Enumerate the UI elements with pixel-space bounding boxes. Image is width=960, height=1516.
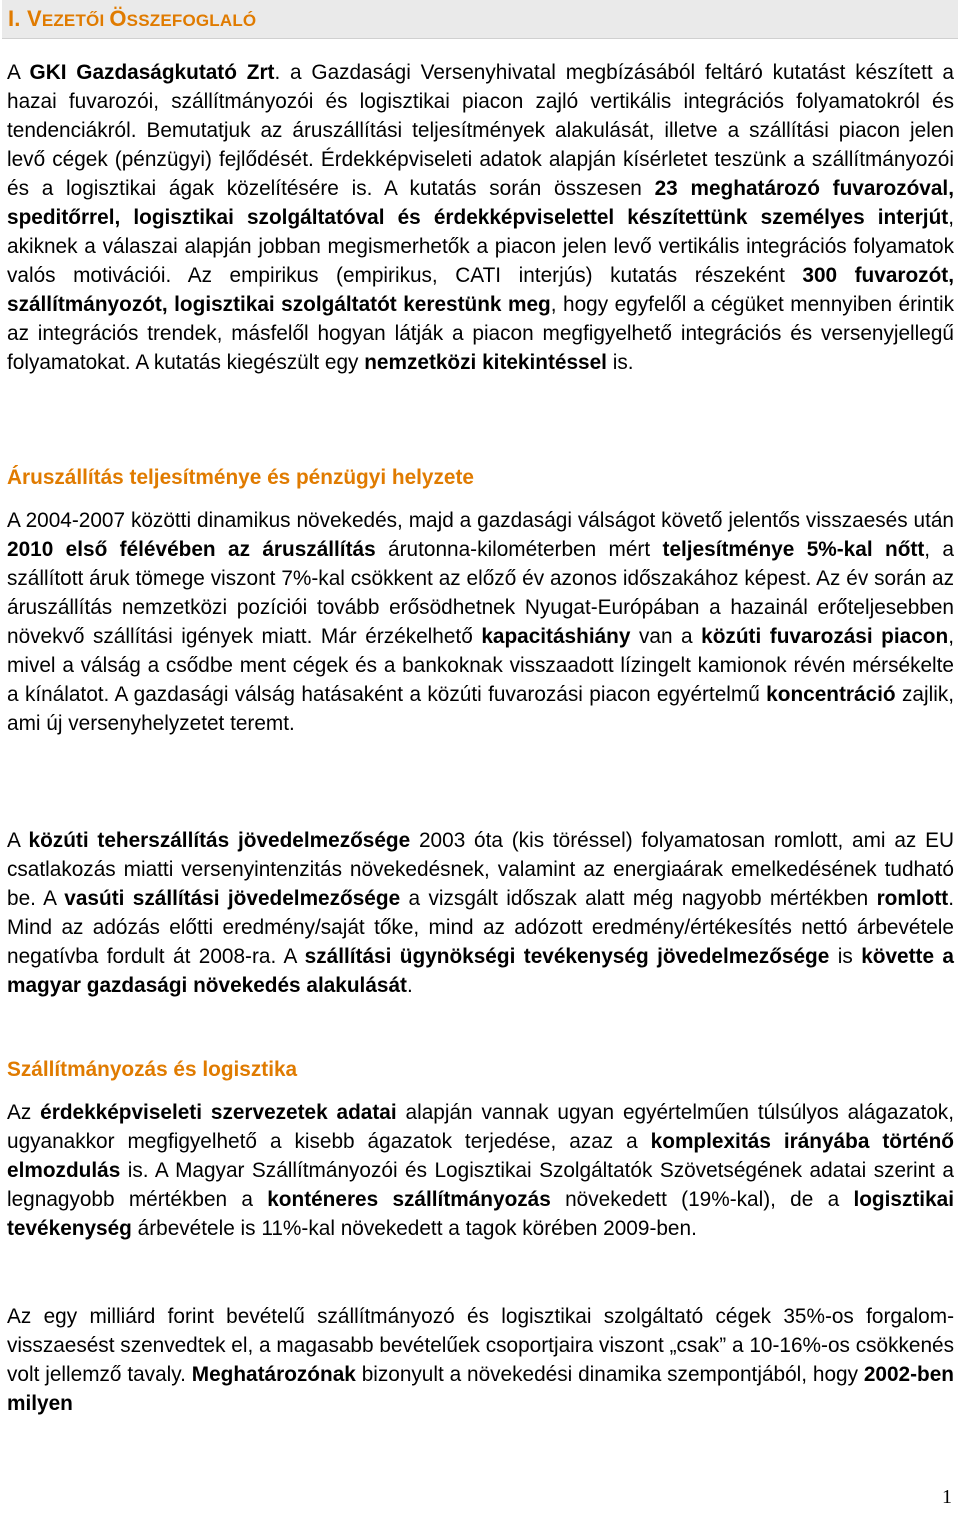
text-run: zajlik, ami új versenyhelyzetet teremt.: [7, 683, 955, 735]
bold-run: 2010 első félévében az áruszállítás: [7, 538, 376, 561]
bold-run: vasúti szállítási jövedelmezősége: [64, 887, 401, 910]
paragraph-associations: [7, 1098, 954, 1243]
page-number: 1: [942, 1486, 952, 1508]
bold-run: Meghatározónak: [191, 1363, 356, 1386]
text-run: .: [406, 974, 413, 997]
text-run: . Mind az adózás előtti eredmény/saját tőke, mind az adózott eredmény/értékesítés nettó árbevétele negatívba fordult át 2008-ra. A: [7, 887, 954, 968]
heading-forwarding-logistics: Szállítmányozás és logisztika: [7, 1058, 298, 1081]
bold-run: logisztikai tevékenység: [7, 1188, 954, 1240]
text-run: is. A Magyar Szállítmányozói és Logisztikai Szolgáltatók Szövetségének adatai szerint a legnagyobb mértékben a: [7, 1159, 954, 1211]
text-run: , mivel a válság a csődbe ment cégek és a bankoknak visszaadott lízingelt kamionok révén mérsékelte a kínálatot. A gazdasági válság hatásaként a közúti fuvarozási piacon egyértelmű: [7, 625, 954, 706]
text-run: bizonyult a növekedési dinamika szempontjából, hogy: [355, 1363, 864, 1386]
bold-run: konténeres szállítmányozás: [267, 1188, 551, 1211]
text-run: A: [7, 61, 30, 84]
text-run: , a szállított áruk tömege viszont 7%-kal csökkent az előző év azonos időszakához képest. Az év során az áruszállítás nemzetközi pozíciói tovább erősödhetnek Nyugat-Európában a hazainál erőteljesebben növekvő szállítási igények miatt. Már érzékelhető: [7, 538, 954, 648]
bold-run: 23 meghatározó fuvarozóval, speditőrrel, logisztikai szolgáltatóval és érdekképviselettel készítettünk személyes interjút: [7, 177, 954, 229]
text-run: Az: [7, 1101, 41, 1124]
bold-run: nemzetközi kitekintéssel: [364, 351, 607, 374]
paragraph-intro: [7, 58, 954, 377]
section-title-bar: [2, 0, 958, 39]
bold-run: érdekképviseleti szervezetek adatai: [40, 1101, 397, 1124]
bold-run: 2002-ben milyen: [7, 1363, 954, 1415]
paragraph-revenue-groups: [7, 1302, 954, 1418]
bold-run: teljesítménye 5%-kal nőtt: [662, 538, 925, 561]
text-run: is.: [606, 351, 634, 374]
text-run: a vizsgált időszak alatt még nagyobb mértékben: [400, 887, 877, 910]
text-run: A 2004-2007 közötti dinamikus növekedés, majd a gazdasági válságot követő jelentős visszaesés után: [7, 509, 954, 532]
heading-freight-performance: Áruszállítás teljesítménye és pénzügyi helyzete: [7, 466, 474, 489]
text-run: van a: [630, 625, 702, 648]
bold-run: koncentráció: [766, 683, 896, 706]
paragraph-profitability: [7, 826, 954, 1000]
text-run: . a Gazdasági Versenyhivatal megbízásából feltáró kutatást készített a hazai fuvarozói, szállítmányozói és logisztikai piacon zajló vertikális integrációs folyamatokról és tendenciákról. Bemutatjuk az áruszállítási teljesítmények alakulását, illetve a szállítási piacon jelen levő cégek (pénzügyi) fejlődését. Érdekképviseleti adatok alapján kísérletet teszünk a szállítmányozói és a logisztikai ágak közelítésére is. A kutatás során összesen: [7, 61, 955, 200]
text-run: árutonna-kilométerben mért: [375, 538, 663, 561]
text-run: is: [829, 945, 862, 968]
bold-run: GKI Gazdaságkutató Zrt: [29, 61, 275, 84]
bold-run: közúti teherszállítás jövedelmezősége: [28, 829, 411, 852]
text-run: növekedett (19%-kal), de a: [550, 1188, 854, 1211]
text-run: alapján vannak ugyan egyértelműen túlsúlyos alágazatok, ugyanakkor megfigyelhető a kisebb ágazatok terjedése, azaz a: [7, 1101, 954, 1153]
section-title: I. VEZETŐI ÖSSZEFOGLALÓ: [8, 6, 257, 31]
text-run: Az egy milliárd forint bevételű szállítmányozó és logisztikai szolgáltató cégek 35%-os forgalom-visszaesést szenvedtek el, a magasabb bevételűek csoportjaira viszont „csak” a 10-16%-os csökkenés volt jellemző tavaly.: [7, 1305, 954, 1386]
text-run: árbevétele is 11%-kal növekedett a tagok körében 2009-ben.: [131, 1217, 697, 1240]
bold-run: 300 fuvarozót, szállítmányozót, logisztikai szolgáltatót kerestünk meg: [7, 264, 954, 316]
bold-run: kapacitáshiány: [481, 625, 631, 648]
text-run: , hogy egyfelől a cégüket mennyiben érintik az integrációs trendek, másfelől hogyan látják a piacon megfigyelhető integrációs és versenyjellegű folyamatokat. A kutatás kiegészült egy: [7, 293, 954, 374]
bold-run: követte a magyar gazdasági növekedés alakulását: [7, 945, 954, 997]
bold-run: szállítási ügynökségi tevékenység jövedelmezősége: [304, 945, 830, 968]
text-run: , akiknek a válaszai alapján jobban megismerhetők a piacon jelen levő vertikális integrációs folyamatok valós motivációi. Az empirikus (empirikus, CATI interjús) kutatás részeként: [7, 206, 954, 287]
paragraph-freight-performance: [7, 506, 954, 738]
bold-run: romlott: [876, 887, 949, 910]
bold-run: komplexitás irányába történő elmozdulás: [7, 1130, 954, 1182]
bold-run: közúti fuvarozási piacon: [701, 625, 949, 648]
text-run: 2003 óta (kis töréssel) folyamatosan romlott, ami az EU csatlakozás miatti versenyintenzitás növekedésnek, valamint az energiaárak emelkedésének tudható be. A: [7, 829, 954, 910]
text-run: A: [7, 829, 29, 852]
